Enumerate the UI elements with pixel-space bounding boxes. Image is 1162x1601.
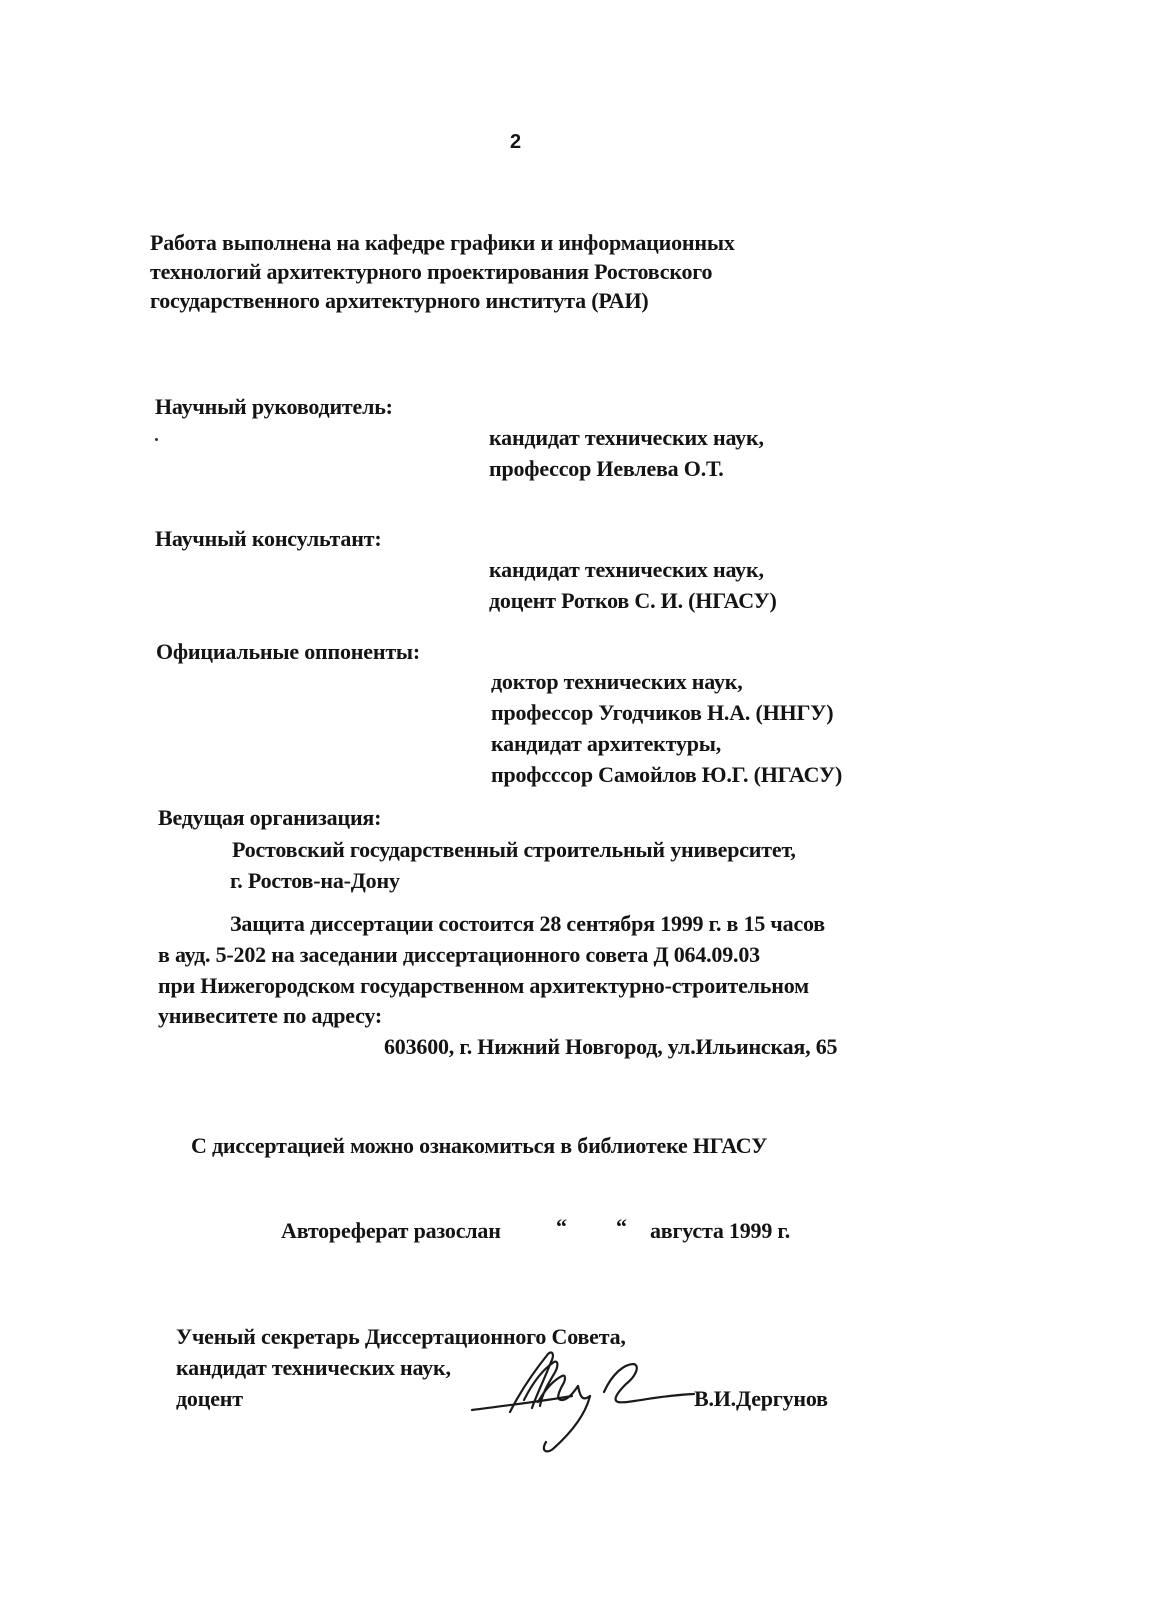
sent-quote-open: “ [556,1214,567,1239]
supervisor-degree: кандидат технических наук, [489,425,764,450]
secretary-name: В.И.Дергунов [694,1386,828,1411]
library-note: С диссертацией можно ознакомиться в библиотеке НГАСУ [191,1133,768,1158]
page-number: 2 [510,131,521,153]
opponent-1-degree: доктор технических наук, [491,669,743,694]
sent-quote-close: “ [616,1214,627,1239]
consultant-heading: Научный консультант: [155,526,382,551]
consultant-degree: кандидат технических наук, [489,557,764,582]
defense-line: унивеситете по адресу: [158,1003,383,1028]
consultant-name: доцент Ротков С. И. (НГАСУ) [489,588,777,613]
supervisor-heading: Научный руководитель: [155,394,393,419]
sent-date: августа 1999 г. [650,1218,791,1243]
leading-org-name: Ростовский государственный строительный университет, [232,837,796,862]
secretary-degree: кандидат технических наук, [176,1355,451,1380]
leading-org-city: г. Ростов-на-Дону [230,868,400,893]
intro-paragraph [150,228,735,315]
handwritten-signature [462,1340,707,1456]
intro-line: Работа выполнена на кафедре графики и информационных [150,230,735,255]
defense-line: Защита диссертации состоится 28 сентября 1999 г. в 15 часов [230,911,825,936]
defense-address: 603600, г. Нижний Новгород, ул.Ильинская, 65 [384,1034,838,1059]
opponent-1-name: профессор Угодчиков Н.А. (ННГУ) [491,700,834,725]
secretary-title: Ученый секретарь Диссертационного Совета, [176,1324,626,1349]
secretary-rank: доцент [176,1386,243,1411]
stray-dot [155,438,158,441]
opponents-heading: Официальные оппоненты: [156,639,421,664]
opponent-2-degree: кандидат архитектуры, [491,731,722,756]
sent-label: Автореферат разослан [281,1218,501,1243]
opponent-2-name: профсссор Самойлов Ю.Г. (НГАСУ) [491,762,843,787]
defense-line: при Нижегородском государственном архитектурно-строительном [158,973,809,998]
intro-line: технологий архитектурного проектирования Ростовского [150,259,713,284]
defense-line: в ауд. 5-202 на заседании диссертационного совета Д 064.09.03 [158,942,760,967]
leading-org-heading: Ведущая организация: [158,805,382,830]
supervisor-name: профессор Иевлева О.Т. [489,456,724,481]
intro-line: государственного архитектурного института (РАИ) [150,288,649,313]
